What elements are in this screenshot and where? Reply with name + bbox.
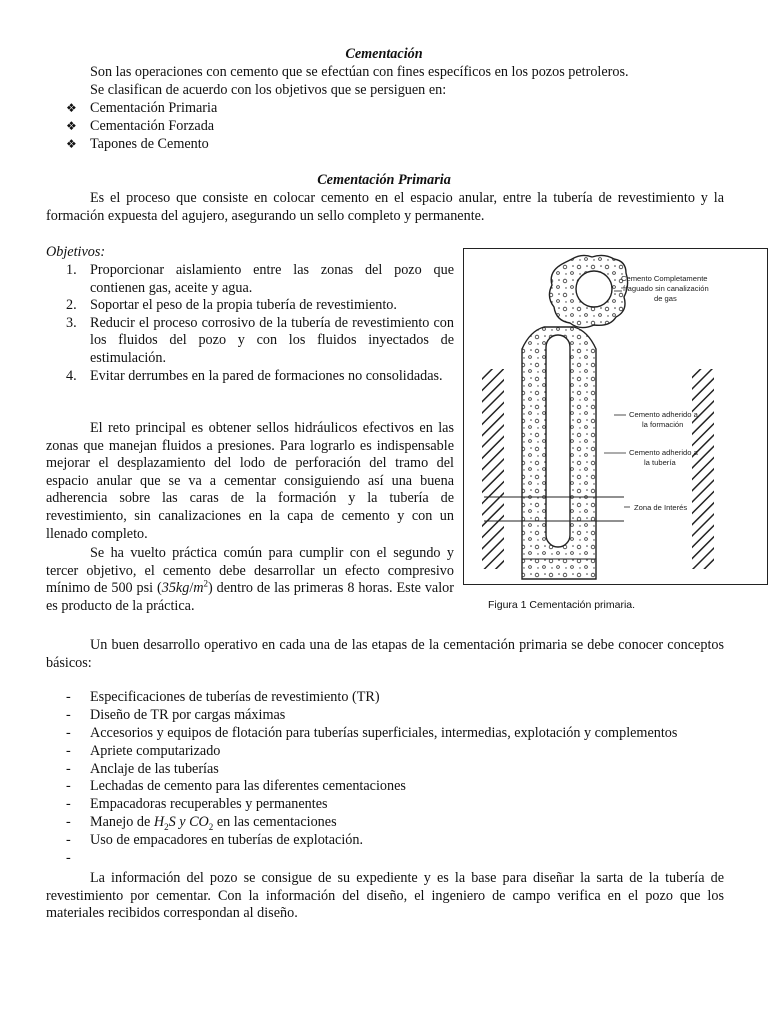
type-label: Tapones de Cemento xyxy=(90,136,209,152)
concept-item: - Lechadas de cemento para las diferentes cementaciones xyxy=(66,778,406,795)
challenge-paragraph: El reto principal es obtener sellos hidráulicos efectivos en las zonas que manejan fluidos a presiones. Para lograrlo es indispensable mejorar el desplazamiento del lodo de perforación del tramo del espacio anular que se va a cementar consiguiendo así una buena adherencia sobre las caras de la formación y la tubería de revestimiento, sin canalizaciones en la capa de cemento y con un llenado completo. xyxy=(46,420,454,542)
operational-paragraph: Un buen desarrollo operativo en cada una de las etapas de la cementación primaria se debe conocer conceptos básicos: xyxy=(46,637,724,671)
label-gas-1: Cemento Completamente xyxy=(621,274,708,283)
label-gas-3: de gas xyxy=(654,294,677,303)
diamond-bullet-icon: ❖ xyxy=(66,119,77,133)
label-pipe-2: la tubería xyxy=(644,458,676,467)
cross-section-view xyxy=(549,255,627,327)
diamond-bullet-icon: ❖ xyxy=(66,101,77,115)
concept-item: - Empacadoras recuperables y permanentes xyxy=(66,796,328,813)
objective-item: 2. Soportar el peso de la propia tubería de revestimiento. xyxy=(66,297,397,314)
concept-item: - Anclaje de las tuberías xyxy=(66,760,219,777)
concept-item: - Apriete computarizado xyxy=(66,742,221,759)
objective-item: 3. Reducir el proceso corrosivo de la tubería de revestimiento con los fluidos del pozo y con los fluidos inyectados de estimulación. xyxy=(66,314,454,366)
intro-line-1: Son las operaciones con cemento que se efectúan con fines específicos en los pozos petroleros. xyxy=(90,64,629,80)
label-zone: Zona de Interés xyxy=(634,503,688,512)
concepts-list xyxy=(66,689,677,868)
concept-item-gases: - Manejo de $H_2S$ y $CO_2$ en las cementaciones xyxy=(66,814,337,833)
objectives-list xyxy=(46,262,454,385)
intro-line-2: Se clasifican de acuerdo con los objetivos que se persiguen en: xyxy=(90,82,447,98)
label-gas-2: fraguado sin canalización xyxy=(623,284,709,293)
type-label: Cementación Forzada xyxy=(90,118,215,134)
practice-paragraph: Se ha vuelto práctica común para cumplir con el segundo y tercer objetivo, el cemento debe desarrollar un efecto compresivo mínimo de 500 psi $(35kg/m^2)$ dentro de las primeras 8 horas. Este valor es producto de la práctica. xyxy=(46,545,454,614)
label-formation-2: la formación xyxy=(642,420,684,429)
page-title: Cementación xyxy=(345,46,423,62)
objectives-label: Objetivos: xyxy=(46,244,106,260)
concept-item-empty: - xyxy=(66,850,71,867)
primary-definition: Es el proceso que consiste en colocar cemento en el espacio anular, entre la tubería de revestimiento y la formación expuesta del agujero, asegurando un sello completo y permanente. xyxy=(46,190,724,224)
diamond-bullet-icon: ❖ xyxy=(66,137,77,151)
figure-frame xyxy=(463,248,768,585)
objective-item: 4. Evitar derrumbes en la pared de formaciones no consolidadas. xyxy=(66,367,443,384)
section-title-primary: Cementación Primaria xyxy=(317,172,451,188)
type-label: Cementación Primaria xyxy=(90,100,218,116)
figure-caption: Figura 1 Cementación primaria. xyxy=(488,599,636,611)
label-formation-1: Cemento adherido a xyxy=(629,410,698,419)
cementing-diagram xyxy=(464,249,766,583)
label-pipe-1: Cemento adherido a xyxy=(629,448,698,457)
concept-item: - Uso de empacadores en tuberías de explotación. xyxy=(66,832,364,849)
concept-item: - Especificaciones de tuberías de revestimiento (TR) xyxy=(66,689,380,705)
concept-item: - Diseño de TR por cargas máximas xyxy=(66,706,286,723)
concept-item: - Accesorios y equipos de flotación para tuberías superficiales, intermedias, explotación y complementos xyxy=(66,724,678,741)
closing-paragraph: La información del pozo se consigue de su expediente y es la base para diseñar la sarta de la tubería de revestimiento por cementar. Con la información del diseño, el ingeniero de campo verifica en el pozo que los materiales recibidos correspondan al diseño. xyxy=(46,870,724,922)
objective-item: 1. Proporcionar aislamiento entre las zonas del pozo que contienen gas, aceite y agua. xyxy=(66,262,454,296)
